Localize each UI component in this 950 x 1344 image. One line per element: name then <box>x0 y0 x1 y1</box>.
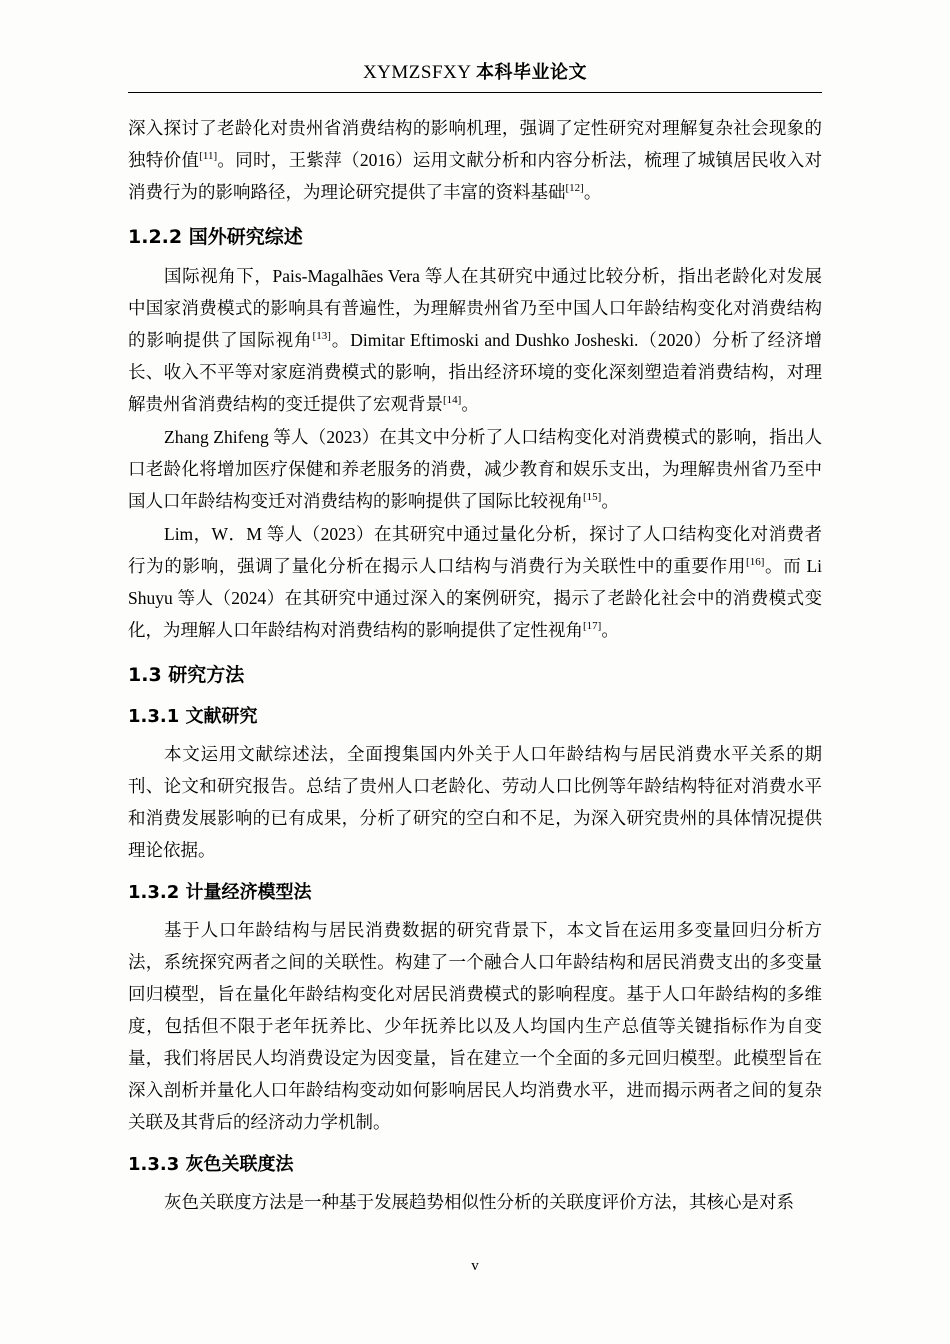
p1-text-c: 。 <box>461 394 479 414</box>
paragraph-foreign-research-3 <box>128 518 822 646</box>
citation-12: [12] <box>565 182 584 195</box>
header-divider <box>128 92 822 93</box>
heading-1-3-1: 1.3.1 文献研究 <box>128 706 258 727</box>
paragraph-grey-relation-method: 灰色关联度方法是一种基于发展趋势相似性分析的关联度评价方法，其核心是对系 <box>164 1192 794 1212</box>
citation-17: [17] <box>583 620 602 633</box>
para-top-text-c: 。 <box>583 182 602 202</box>
p3-text-a: Lim，W．M 等人（2023）在其研究中通过量化分析，探讨了人口结构变化对消费者行为的影响，强调了量化分析在揭示人口结构与消费行为关联性中的重要作用 <box>128 524 822 576</box>
para-top-text-b: 。同时，王紫萍（2016）运用文献分析和内容分析法，梳理了城镇居民收入对消费行为的影响路径，为理论研究提供了丰富的资料基础 <box>128 150 823 202</box>
paragraph-foreign-research-1 <box>128 260 822 420</box>
p2-text-b: 。 <box>601 491 619 511</box>
page-footer <box>0 1258 950 1275</box>
paragraph-continued <box>128 112 822 208</box>
p2-text-a: Zhang Zhifeng 等人（2023）在其文中分析了人口结构变化对消费模式的影响，指出人口老龄化将增加医疗保健和养老服务的消费，减少教育和娱乐支出，为理解贵州省乃至中国人口年龄结构变迁对消费结构的影响提供了国际比较视角 <box>128 427 822 511</box>
p3-text-b: 。而 Li Shuyu 等人（2024）在其研究中通过深入的案例研究，揭示了老龄化社会中的消费模式变化，为理解人口年龄结构对消费结构的影响提供了定性视角 <box>128 556 822 640</box>
heading-1-3: 1.3 研究方法 <box>128 664 245 686</box>
p3-text-c: 。 <box>601 620 619 640</box>
paragraph-econometric-method: 基于人口年龄结构与居民消费数据的研究背景下，本文旨在运用多变量回归分析方法，系统探究两者之间的关联性。构建了一个融合人口年龄结构和居民消费支出的多变量回归模型，旨在量化年龄结构变化对居民消费模式的影响程度。基于人口年龄结构的多维度，包括但不限于老年抚养比、少年抚养比以及人均国内生产总值等关键指标作为自变量，我们将居民人均消费设定为因变量，旨在建立一个全面的多元回归模型。此模型旨在深入剖析并量化人口年龄结构变动如何影响居民人均消费水平，进而揭示两者之间的复杂关联及其背后的经济动力学机制。 <box>128 920 822 1132</box>
page-header <box>128 58 822 84</box>
paragraph-literature-method: 本文运用文献综述法，全面搜集国内外关于人口年龄结构与居民消费水平关系的期刊、论文和研究报告。总结了贵州人口老龄化、劳动人口比例等年龄结构特征对消费水平和消费发展影响的已有成果，分析了研究的空白和不足，为深入研究贵州的具体情况提供理论依据。 <box>128 744 822 860</box>
document-body <box>128 112 822 1219</box>
p1-text-a: 国际视角下，Pais-Magalhães Vera 等人在其研究中通过比较分析，指出老龄化对发展中国家消费模式的影响具有普遍性，为理解贵州省乃至中国人口年龄结构变化对消费结构的影响提供了国际视角 <box>128 266 822 350</box>
header-title-cn: 本科毕业论文 <box>476 62 588 83</box>
para-top-text-a: 深入探讨了老龄化对贵州省消费结构的影响机理，强调了定性研究对理解复杂社会现象的独特价值 <box>128 118 822 170</box>
citation-16: [16] <box>746 556 765 569</box>
heading-1-2-2: 1.2.2 国外研究综述 <box>128 226 303 248</box>
heading-1-3-2: 1.3.2 计量经济模型法 <box>128 882 312 903</box>
page-number: v <box>471 1258 479 1274</box>
heading-1-3-3: 1.3.3 灰色关联度法 <box>128 1154 294 1175</box>
header-title-en: XYMZSFXY <box>362 62 471 83</box>
citation-13: [13] <box>312 330 331 343</box>
citation-11: [11] <box>199 150 218 163</box>
paragraph-foreign-research-2 <box>128 421 822 517</box>
p1-text-b: 。Dimitar Eftimoski and Dushko Josheski.（2020）分析了经济增长、收入不平等对家庭消费模式的影响，指出经济环境的变化深刻塑造着消费结构，对理解贵州省消费结构的变迁提供了宏观背景 <box>128 330 823 414</box>
citation-14: [14] <box>443 394 462 407</box>
citation-15: [15] <box>583 491 602 504</box>
